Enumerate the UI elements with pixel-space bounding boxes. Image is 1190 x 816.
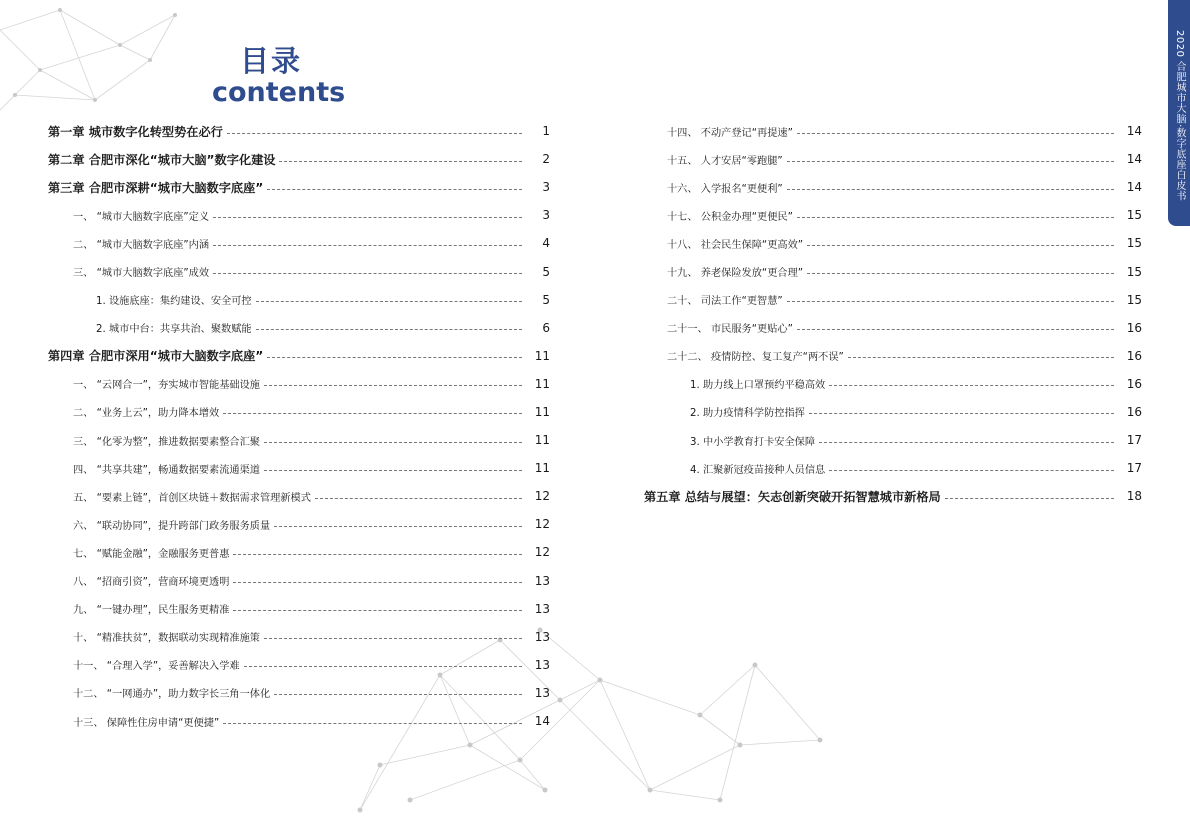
toc-page-number: 13 xyxy=(534,685,550,700)
toc-leader-line xyxy=(274,694,522,695)
toc-leader-line xyxy=(787,301,1114,302)
toc-entry-title: 4. 汇聚新冠疫苗接种人员信息 xyxy=(690,464,826,476)
toc-entry-title: 二、 “业务上云”，助力降本增效 xyxy=(73,408,220,420)
toc-page-number: 13 xyxy=(534,573,550,588)
toc-page-number: 13 xyxy=(534,629,550,644)
toc-entry[interactable] xyxy=(46,623,550,651)
toc-page-number: 14 xyxy=(1126,180,1142,195)
toc-entry-title: 第二章 合肥市深化“城市大脑”数字化建设 xyxy=(48,152,276,167)
title-block xyxy=(212,44,346,108)
toc-entry[interactable] xyxy=(46,398,550,426)
toc-entry[interactable] xyxy=(642,342,1142,370)
toc-page-number: 13 xyxy=(534,601,550,616)
toc-page-number: 16 xyxy=(1126,348,1142,363)
toc-page-number: 2 xyxy=(542,152,550,167)
toc-page-number: 16 xyxy=(1126,376,1142,391)
toc-leader-line xyxy=(797,217,1114,218)
toc-entry[interactable] xyxy=(46,679,550,707)
toc-leader-line xyxy=(279,161,522,162)
toc-leader-line xyxy=(787,189,1114,190)
toc-leader-line xyxy=(787,161,1114,162)
toc-leader-line xyxy=(797,329,1114,330)
toc-leader-line xyxy=(213,273,522,274)
toc-leader-line xyxy=(315,498,522,499)
toc-entry[interactable] xyxy=(46,314,550,342)
toc-page-number: 15 xyxy=(1126,264,1142,279)
toc-entry-title: 十九、 养老保险发放“更合理” xyxy=(667,268,804,280)
toc-entry-title: 十六、 入学报名“更便利” xyxy=(667,183,783,195)
toc-entry-title: 七、 “赋能金融”，金融服务更普惠 xyxy=(73,548,230,560)
toc-entry[interactable] xyxy=(642,117,1142,145)
toc-entry-title: 十一、 “合理入学”，妥善解决入学难 xyxy=(73,661,240,673)
toc-page-number: 11 xyxy=(534,461,550,476)
toc-page-number: 17 xyxy=(1126,461,1142,476)
toc-entry-title: 二十、 司法工作“更智慧” xyxy=(667,296,783,308)
toc-leader-line xyxy=(797,133,1114,134)
toc-leader-line xyxy=(264,638,522,639)
toc-leader-line xyxy=(264,442,522,443)
toc-entry[interactable] xyxy=(46,482,550,510)
toc-page-number: 5 xyxy=(542,292,550,307)
toc-entry[interactable] xyxy=(642,426,1142,454)
toc-entry[interactable] xyxy=(642,370,1142,398)
toc-entry[interactable] xyxy=(46,510,550,538)
side-tab xyxy=(1168,0,1190,226)
toc-leader-line xyxy=(829,470,1114,471)
toc-entry[interactable] xyxy=(46,257,550,285)
toc-page-number: 11 xyxy=(534,376,550,391)
toc-entry-title: 一、 “云网合一”，夯实城市智能基础设施 xyxy=(73,380,260,392)
toc-entry[interactable] xyxy=(642,482,1142,510)
toc-page-number: 3 xyxy=(542,208,550,223)
toc-entry-title: 九、 “一键办理”，民生服务更精准 xyxy=(73,605,230,617)
toc-leader-line xyxy=(213,217,522,218)
side-tab-label: 2020 合肥城市大脑·数字底座白皮书 xyxy=(1174,30,1185,202)
toc-leader-line xyxy=(256,329,522,330)
toc-entry[interactable] xyxy=(642,201,1142,229)
toc-page-number: 6 xyxy=(542,320,550,335)
toc-entry[interactable] xyxy=(642,257,1142,285)
toc-leader-line xyxy=(256,301,522,302)
toc-page-number: 16 xyxy=(1126,404,1142,419)
toc-leader-line xyxy=(809,413,1114,414)
toc-entry[interactable] xyxy=(46,538,550,566)
toc-entry-title: 一、 “城市大脑数字底座”定义 xyxy=(73,211,210,223)
toc-leader-line xyxy=(274,526,522,527)
page-title-english: contents xyxy=(212,77,346,108)
toc-entry-title: 二、 “城市大脑数字底座”内涵 xyxy=(73,239,210,251)
toc-leader-line xyxy=(233,582,522,583)
toc-page-number: 11 xyxy=(534,404,550,419)
toc-entry[interactable] xyxy=(642,454,1142,482)
toc-page-number: 5 xyxy=(542,264,550,279)
toc-page-number: 11 xyxy=(534,433,550,448)
toc-entry[interactable] xyxy=(642,145,1142,173)
toc-page-number: 1 xyxy=(542,124,550,139)
toc-entry-title: 十八、 社会民生保障“更高效” xyxy=(667,239,804,251)
toc-entry[interactable] xyxy=(46,454,550,482)
toc-entry[interactable] xyxy=(46,370,550,398)
toc-entry-title: 2. 助力疫情科学防控指挥 xyxy=(690,408,805,420)
toc-entry[interactable] xyxy=(46,117,550,145)
toc-leader-line xyxy=(264,385,522,386)
toc-entry-title: 三、 “城市大脑数字底座”成效 xyxy=(73,268,210,280)
toc-entry[interactable] xyxy=(642,314,1142,342)
toc-entry-title: 第五章 总结与展望：矢志创新突破开拓智慧城市新格局 xyxy=(644,489,941,504)
toc-entry[interactable] xyxy=(46,595,550,623)
toc-leader-line xyxy=(807,245,1114,246)
toc-entry-title: 第一章 城市数字化转型势在必行 xyxy=(48,124,223,139)
toc-entry[interactable] xyxy=(46,173,550,201)
toc-page-number: 14 xyxy=(1126,152,1142,167)
toc-entry-title: 八、 “招商引资”，营商环境更透明 xyxy=(73,577,230,589)
toc-page-number: 3 xyxy=(542,180,550,195)
toc-entry[interactable] xyxy=(46,707,550,735)
toc-entry-title: 五、 “要素上链”，首创区块链＋数据需求管理新模式 xyxy=(73,492,311,504)
toc-entry-title: 3. 中小学教育打卡安全保障 xyxy=(690,436,816,448)
toc-entry[interactable] xyxy=(642,173,1142,201)
toc-page-number: 12 xyxy=(534,517,550,532)
toc-right-column xyxy=(642,117,1142,510)
toc-leader-line xyxy=(819,442,1114,443)
toc-leader-line xyxy=(267,189,522,190)
toc-entry[interactable] xyxy=(46,567,550,595)
toc-entry[interactable] xyxy=(46,201,550,229)
toc-entry-title: 1. 设施底座：集约建设、安全可控 xyxy=(96,296,252,308)
toc-leader-line xyxy=(807,273,1114,274)
toc-page-number: 12 xyxy=(534,489,550,504)
toc-entry-title: 二十二、 疫情防控、复工复产“两不误” xyxy=(667,352,844,364)
toc-leader-line xyxy=(233,610,522,611)
toc-leader-line xyxy=(267,357,522,358)
toc-entry[interactable] xyxy=(46,342,550,370)
toc-page-number: 17 xyxy=(1126,433,1142,448)
toc-leader-line xyxy=(264,470,522,471)
toc-page-number: 16 xyxy=(1126,320,1142,335)
toc-entry-title: 十七、 公积金办理“更便民” xyxy=(667,211,793,223)
toc-page-number: 15 xyxy=(1126,292,1142,307)
toc-entry[interactable] xyxy=(46,286,550,314)
toc-leader-line xyxy=(945,498,1114,499)
toc-page-number: 12 xyxy=(534,545,550,560)
toc-entry[interactable] xyxy=(642,229,1142,257)
toc-page-number: 14 xyxy=(534,714,550,729)
toc-entry[interactable] xyxy=(46,426,550,454)
toc-page-number: 13 xyxy=(534,657,550,672)
toc-entry-title: 十四、 不动产登记“再提速” xyxy=(667,127,793,139)
toc-leader-line xyxy=(848,357,1114,358)
toc-entry[interactable] xyxy=(46,651,550,679)
toc-leader-line xyxy=(223,723,522,724)
toc-leader-line xyxy=(829,385,1114,386)
toc-entry-title: 十二、 “一网通办”，助力数字长三角一体化 xyxy=(73,689,271,701)
toc-page-number: 15 xyxy=(1126,236,1142,251)
toc-entry[interactable] xyxy=(46,145,550,173)
toc-entry-title: 四、 “共享共建”，畅通数据要素流通渠道 xyxy=(73,464,260,476)
toc-entry-title: 第三章 合肥市深耕“城市大脑数字底座” xyxy=(48,180,264,195)
toc-entry-title: 十三、 保障性住房申请“更便捷” xyxy=(73,717,220,729)
toc-entry-title: 六、 “联动协同”，提升跨部门政务服务质量 xyxy=(73,520,271,532)
toc-page-number: 14 xyxy=(1126,124,1142,139)
toc-page-number: 15 xyxy=(1126,208,1142,223)
toc-entry[interactable] xyxy=(642,286,1142,314)
toc-page-number: 4 xyxy=(542,236,550,251)
page-title-chinese: 目录 xyxy=(239,44,302,78)
toc-leader-line xyxy=(223,413,522,414)
toc-entry-title: 十、 “精准扶贫”，数据联动实现精准施策 xyxy=(73,633,260,645)
toc-leader-line xyxy=(233,554,522,555)
toc-page-number: 18 xyxy=(1126,489,1142,504)
toc-entry[interactable] xyxy=(642,398,1142,426)
toc-entry-title: 1. 助力线上口罩预约平稳高效 xyxy=(690,380,826,392)
toc-leader-line xyxy=(244,666,522,667)
toc-entry-title: 二十一、 市民服务“更贴心” xyxy=(667,324,793,336)
toc-leader-line xyxy=(227,133,522,134)
toc-entry-title: 2. 城市中台：共享共治、聚数赋能 xyxy=(96,324,252,336)
toc-entry-title: 三、 “化零为整”，推进数据要素整合汇聚 xyxy=(73,436,260,448)
toc-entry[interactable] xyxy=(46,229,550,257)
toc-leader-line xyxy=(213,245,522,246)
toc-entry-title: 十五、 人才安居“零跑腿” xyxy=(667,155,783,167)
toc-left-column xyxy=(46,117,550,735)
toc-page-number: 11 xyxy=(534,348,550,363)
toc-entry-title: 第四章 合肥市深用“城市大脑数字底座” xyxy=(48,349,264,364)
